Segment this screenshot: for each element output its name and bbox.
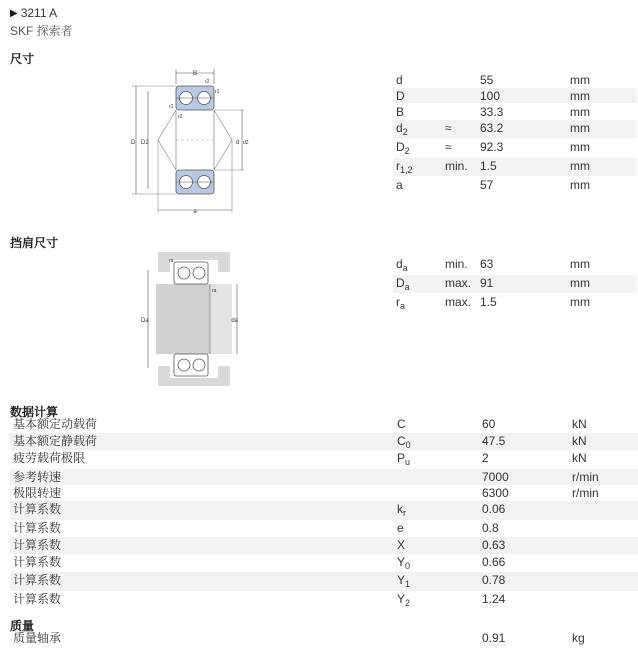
param-symbol-subscript: 0	[405, 561, 411, 571]
calc-unit: r/min	[572, 486, 599, 500]
param-symbol-base: D	[396, 140, 405, 154]
label-a: a	[193, 209, 197, 215]
param-row	[393, 158, 637, 177]
param-unit: mm	[570, 89, 590, 103]
calc-row	[10, 630, 638, 647]
param-value: 1.5	[480, 159, 497, 173]
param-qualifier: min.	[445, 257, 468, 271]
param-symbol	[397, 418, 406, 431]
calc-value: 0.91	[482, 631, 506, 645]
param-symbol	[396, 141, 410, 154]
mass-table	[10, 630, 638, 647]
param-symbol	[397, 435, 411, 448]
param-symbol	[397, 574, 410, 587]
param-row	[393, 72, 637, 88]
param-symbol-base: Y	[397, 592, 406, 606]
param-symbol-base: d	[396, 257, 403, 271]
param-symbol-base: d	[396, 73, 403, 87]
param-symbol-subscript: a	[402, 263, 408, 273]
calc-row	[10, 501, 638, 520]
param-symbol	[397, 556, 410, 569]
param-symbol-base: r	[396, 159, 400, 173]
param-qualifier: ≈	[445, 140, 452, 154]
param-qualifier: min.	[445, 159, 468, 173]
product-subtitle: SKF 探索者	[10, 24, 73, 38]
param-symbol-subscript: r	[403, 508, 406, 518]
param-qualifier: max.	[445, 276, 472, 290]
housing-top-right	[218, 252, 230, 272]
param-value: 92.3	[480, 140, 504, 154]
calc-label: 计算系数	[13, 592, 62, 606]
product-designation: 3211 A	[20, 6, 58, 20]
param-symbol-base: e	[397, 521, 404, 535]
calc-row	[10, 416, 638, 433]
param-value: 57	[480, 178, 494, 192]
ball-icon	[178, 267, 190, 279]
housing-bottom-left	[158, 366, 170, 386]
abutment-table	[393, 256, 637, 313]
label-da: da	[231, 318, 238, 324]
label-ra-top: ra	[169, 258, 174, 264]
bearing-cross-section-diagram	[128, 64, 248, 216]
label-D2: D2	[141, 140, 149, 146]
calc-row	[10, 520, 638, 537]
label-r1-left: r1	[169, 104, 174, 110]
calc-row	[10, 485, 638, 501]
param-symbol-base: D	[396, 276, 405, 290]
param-unit: mm	[570, 140, 590, 154]
section-heading-calculation: 数据计算	[10, 405, 59, 419]
param-symbol-base: a	[396, 178, 403, 192]
calc-unit: kN	[572, 451, 587, 465]
calc-label: 疲劳载荷极限	[13, 451, 86, 465]
param-value: 63	[480, 257, 494, 271]
param-unit: mm	[570, 121, 590, 135]
param-symbol-subscript: u	[405, 457, 411, 467]
calc-row	[10, 572, 638, 591]
param-symbol-subscript: 0	[405, 440, 411, 450]
calc-label: 计算系数	[13, 521, 62, 535]
param-symbol-subscript: 1	[405, 579, 411, 589]
param-unit: mm	[570, 73, 590, 87]
calc-value: 6300	[482, 486, 509, 500]
label-r1: r1	[215, 89, 220, 95]
param-row	[393, 256, 637, 275]
calc-label: 极限转速	[13, 486, 62, 500]
param-symbol-subscript: 1,2	[400, 165, 413, 175]
param-symbol-base: d	[396, 121, 403, 135]
param-value: 91	[480, 276, 494, 290]
housing-bottom-right	[218, 366, 230, 386]
calc-label: 基本额定动载荷	[13, 417, 98, 431]
param-symbol-base: C	[397, 417, 406, 431]
param-symbol	[396, 296, 405, 309]
param-row	[393, 139, 637, 158]
calc-row	[10, 433, 638, 450]
label-D: D	[131, 140, 136, 146]
param-symbol	[396, 258, 408, 271]
param-row	[393, 275, 637, 294]
section-heading-dimensions: 尺寸	[10, 52, 35, 66]
calc-unit: kN	[572, 434, 587, 448]
calc-value: 0.8	[482, 521, 499, 535]
calc-value: 60	[482, 417, 496, 431]
param-symbol	[396, 122, 408, 135]
calc-unit: r/min	[572, 470, 599, 484]
label-ra-right: ra	[212, 288, 217, 294]
calc-value: 0.63	[482, 538, 506, 552]
param-symbol	[397, 503, 406, 516]
label-d: d	[236, 140, 240, 146]
param-symbol-subscript: 2	[402, 127, 408, 137]
label-B: B	[192, 71, 198, 77]
label-r2-left: r2	[178, 114, 183, 120]
shaft-shoulder	[210, 284, 232, 354]
param-symbol	[397, 593, 410, 606]
label-r2: r2	[205, 79, 210, 85]
param-symbol-subscript: a	[400, 301, 406, 311]
param-row	[393, 177, 637, 193]
param-unit: mm	[570, 257, 590, 271]
param-value: 33.3	[480, 105, 504, 119]
calc-label: 参考转速	[13, 470, 62, 484]
param-symbol	[396, 90, 405, 103]
param-symbol-base: X	[397, 538, 406, 552]
param-symbol	[396, 160, 413, 173]
param-symbol	[396, 74, 403, 87]
calc-value: 2	[482, 451, 489, 465]
calc-value: 47.5	[482, 434, 506, 448]
param-symbol-base: Y	[397, 573, 406, 587]
param-symbol-base: C	[397, 434, 406, 448]
calc-row	[10, 591, 638, 609]
param-symbol-base: r	[396, 295, 400, 309]
param-unit: mm	[570, 276, 590, 290]
param-value: 55	[480, 73, 494, 87]
param-symbol	[397, 522, 404, 535]
param-unit: mm	[570, 105, 590, 119]
param-symbol-base: P	[397, 451, 406, 465]
param-qualifier: max.	[445, 295, 472, 309]
calc-row	[10, 554, 638, 572]
calculation-table	[10, 416, 638, 609]
calc-value: 0.06	[482, 502, 506, 516]
param-row	[393, 294, 637, 313]
calc-value: 1.24	[482, 592, 506, 606]
param-symbol-base: k	[397, 502, 403, 516]
abutment-diagram	[140, 250, 240, 388]
param-row	[393, 104, 637, 120]
param-symbol	[396, 106, 404, 119]
section-heading-abutment: 挡肩尺寸	[10, 236, 59, 250]
calc-value: 7000	[482, 470, 509, 484]
calc-unit: kN	[572, 417, 587, 431]
calc-label: 基本额定静载荷	[13, 434, 98, 448]
param-symbol-base: D	[396, 89, 405, 103]
param-symbol-subscript: 2	[404, 146, 410, 156]
calc-label: 计算系数	[13, 502, 62, 516]
calc-row	[10, 469, 638, 485]
label-d2: d2	[243, 140, 249, 146]
label-Da: Da	[141, 318, 149, 324]
param-symbol-subscript: 2	[405, 598, 411, 608]
calc-label: 计算系数	[13, 555, 62, 569]
triangle-right-icon[interactable]: ▶	[10, 7, 18, 19]
section-heading-mass: 质量	[10, 619, 35, 633]
ball-icon	[193, 359, 205, 371]
calc-row	[10, 537, 638, 554]
param-symbol	[396, 277, 410, 290]
param-row	[393, 120, 637, 139]
param-unit: mm	[570, 159, 590, 173]
calc-unit: kg	[572, 631, 585, 645]
ball-icon	[193, 267, 205, 279]
calc-row	[10, 450, 638, 469]
param-symbol-subscript: a	[404, 282, 410, 292]
param-value: 100	[480, 89, 501, 103]
calc-label: 质量轴承	[13, 631, 62, 645]
param-symbol-base: B	[396, 105, 405, 119]
param-value: 63.2	[480, 121, 504, 135]
calc-label: 计算系数	[13, 538, 62, 552]
ball-icon	[178, 359, 190, 371]
param-qualifier: ≈	[445, 121, 452, 135]
calc-label: 计算系数	[13, 573, 62, 587]
calc-value: 0.66	[482, 555, 506, 569]
param-value: 1.5	[480, 295, 497, 309]
param-row	[393, 88, 637, 104]
param-symbol-base: Y	[397, 555, 406, 569]
param-unit: mm	[570, 178, 590, 192]
product-title	[10, 6, 57, 20]
param-symbol	[397, 452, 410, 465]
calc-value: 0.78	[482, 573, 506, 587]
param-symbol	[397, 539, 405, 552]
dimensions-table	[393, 72, 637, 193]
param-symbol	[396, 179, 403, 192]
param-unit: mm	[570, 295, 590, 309]
